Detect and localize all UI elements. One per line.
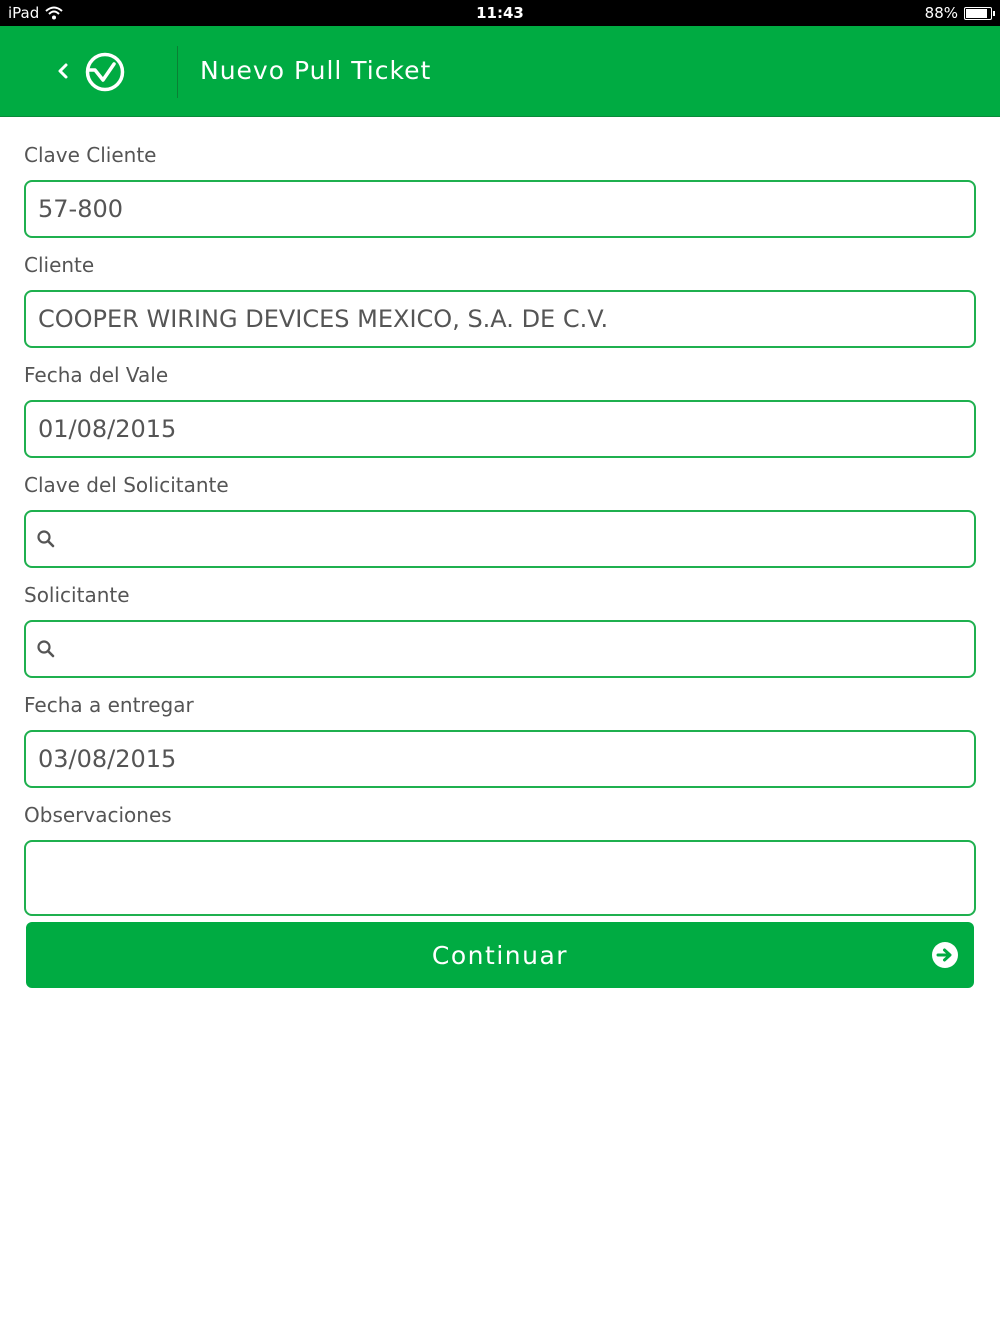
clave-cliente-value: 57-800 — [38, 195, 124, 223]
cliente-input[interactable] — [24, 290, 976, 348]
cliente-value: COOPER WIRING DEVICES MEXICO, S.A. DE C.V. — [38, 305, 609, 333]
clave-cliente-label: Clave Cliente — [24, 143, 157, 167]
fecha-entregar-label: Fecha a entregar — [24, 693, 194, 717]
solicitante-search-input[interactable] — [24, 620, 976, 678]
observaciones-textarea[interactable] — [24, 840, 976, 916]
page-title: Nuevo Pull Ticket — [200, 56, 432, 85]
fecha-entregar-value: 03/08/2015 — [38, 745, 177, 773]
chevron-left-icon — [56, 62, 70, 80]
app-header — [0, 26, 1000, 117]
fecha-entregar-input[interactable] — [24, 730, 976, 788]
clave-cliente-input[interactable] — [24, 180, 976, 238]
fecha-vale-label: Fecha del Vale — [24, 363, 169, 387]
battery-icon — [964, 7, 992, 20]
solicitante-label: Solicitante — [24, 583, 130, 607]
status-time: 11:43 — [476, 4, 524, 22]
battery-percent: 88% — [924, 4, 958, 22]
pull-ticket-form — [24, 117, 976, 916]
app-logo-icon — [84, 51, 126, 93]
continue-button[interactable] — [26, 922, 974, 988]
status-right — [925, 4, 992, 22]
search-icon — [36, 529, 56, 549]
clave-solicitante-label: Clave del Solicitante — [24, 473, 229, 497]
status-bar — [0, 0, 1000, 26]
search-icon — [36, 639, 56, 659]
cliente-label: Cliente — [24, 253, 95, 277]
battery-fill — [966, 9, 987, 18]
continue-button-label: Continuar — [431, 940, 569, 970]
clave-solicitante-search-input[interactable] — [24, 510, 976, 568]
fecha-vale-value: 01/08/2015 — [38, 415, 177, 443]
observaciones-label: Observaciones — [24, 803, 172, 827]
arrow-right-icon — [932, 942, 958, 968]
device-name: iPad — [8, 4, 40, 22]
back-button[interactable] — [48, 54, 78, 88]
header-divider — [177, 46, 178, 98]
fecha-vale-input[interactable] — [24, 400, 976, 458]
